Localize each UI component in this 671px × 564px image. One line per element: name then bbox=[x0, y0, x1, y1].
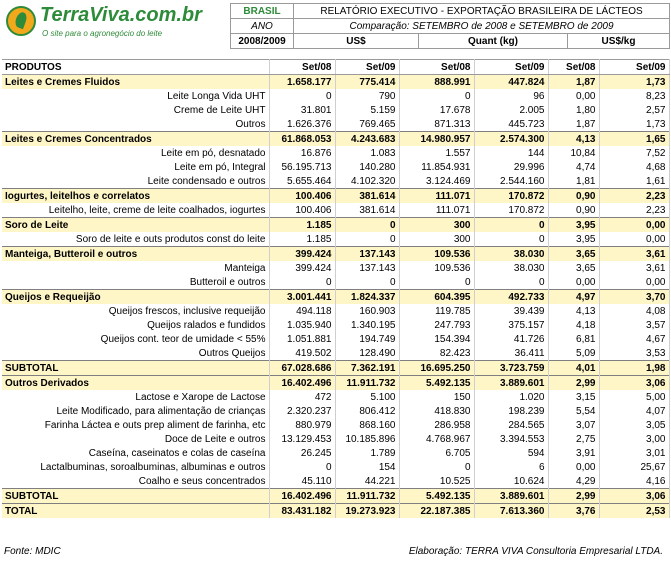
cell-usd-set08: 1.051.881 bbox=[269, 332, 335, 346]
cell-usdkg-set08: 1,87 bbox=[548, 75, 599, 90]
cell-kg-set08: 10.525 bbox=[399, 474, 474, 489]
cell-kg-set09: 7.613.360 bbox=[474, 504, 548, 519]
cell-kg-set08: 150 bbox=[399, 390, 474, 404]
cell-usdkg-set08: 4,97 bbox=[548, 290, 599, 305]
cell-kg-set08: 17.678 bbox=[399, 103, 474, 117]
cell-usd-set09: 137.143 bbox=[335, 247, 399, 262]
cell-kg-set08: 871.313 bbox=[399, 117, 474, 132]
cell-kg-set08: 16.695.250 bbox=[399, 361, 474, 376]
cell-usd-set09: 4.102.320 bbox=[335, 174, 399, 189]
cell-usd-set08: 31.801 bbox=[269, 103, 335, 117]
cell-usd-set08: 16.876 bbox=[269, 146, 335, 160]
subtotal-row bbox=[2, 361, 669, 376]
cell-usd-set09: 5.100 bbox=[335, 390, 399, 404]
category-row bbox=[2, 290, 669, 305]
table-row bbox=[2, 103, 669, 117]
product-label: Leites e Cremes Concentrados bbox=[2, 132, 269, 147]
cell-usdkg-set09: 3,06 bbox=[599, 489, 669, 504]
cell-usdkg-set08: 0,00 bbox=[548, 89, 599, 103]
cell-usdkg-set08: 5,09 bbox=[548, 346, 599, 361]
cell-usd-set09: 4.243.683 bbox=[335, 132, 399, 147]
year-label: ANO bbox=[231, 19, 294, 34]
terraviva-logo bbox=[2, 2, 228, 42]
period-label: 2008/2009 bbox=[231, 34, 294, 49]
cell-usdkg-set09: 3,53 bbox=[599, 346, 669, 361]
category-row bbox=[2, 218, 669, 233]
cell-kg-set09: 447.824 bbox=[474, 75, 548, 90]
cell-usdkg-set09: 2,23 bbox=[599, 203, 669, 218]
cell-usdkg-set09: 3,70 bbox=[599, 290, 669, 305]
cell-kg-set08: 111.071 bbox=[399, 189, 474, 204]
cell-usd-set09: 790 bbox=[335, 89, 399, 103]
source-note: Fonte: MDIC bbox=[4, 546, 61, 557]
cell-usd-set09: 769.465 bbox=[335, 117, 399, 132]
cell-usdkg-set09: 5,00 bbox=[599, 390, 669, 404]
cell-usd-set09: 140.280 bbox=[335, 160, 399, 174]
col-usd-set09: Set/09 bbox=[335, 60, 399, 75]
cell-kg-set09: 170.872 bbox=[474, 189, 548, 204]
cell-usd-set08: 1.626.376 bbox=[269, 117, 335, 132]
cell-usd-set08: 16.402.496 bbox=[269, 489, 335, 504]
cell-usd-set08: 83.431.182 bbox=[269, 504, 335, 519]
cell-usd-set08: 494.118 bbox=[269, 304, 335, 318]
cell-usdkg-set08: 4,18 bbox=[548, 318, 599, 332]
cell-usdkg-set09: 0,00 bbox=[599, 232, 669, 247]
product-label: Lactose e Xarope de Lactose bbox=[2, 390, 269, 404]
cell-kg-set08: 418.830 bbox=[399, 404, 474, 418]
cell-kg-set09: 0 bbox=[474, 232, 548, 247]
cell-kg-set08: 119.785 bbox=[399, 304, 474, 318]
cell-usdkg-set09: 25,67 bbox=[599, 460, 669, 474]
report-subtitle: Comparação: SETEMBRO de 2008 e SETEMBRO de 2009 bbox=[294, 19, 670, 34]
cell-usd-set09: 1.083 bbox=[335, 146, 399, 160]
cell-usdkg-set08: 4,13 bbox=[548, 304, 599, 318]
table-row bbox=[2, 117, 669, 132]
cell-usdkg-set09: 4,68 bbox=[599, 160, 669, 174]
cell-usd-set09: 11.911.732 bbox=[335, 489, 399, 504]
credit-note: Elaboração: TERRA VIVA Consultoria Empresarial LTDA. bbox=[408, 546, 663, 557]
subtotal-row bbox=[2, 489, 669, 504]
cell-usd-set08: 1.185 bbox=[269, 232, 335, 247]
cell-usdkg-set09: 3,57 bbox=[599, 318, 669, 332]
cell-kg-set08: 154.394 bbox=[399, 332, 474, 346]
cell-kg-set08: 888.991 bbox=[399, 75, 474, 90]
product-label: Outros Queijos bbox=[2, 346, 269, 361]
cell-usdkg-set08: 4,29 bbox=[548, 474, 599, 489]
cell-usdkg-set09: 1,98 bbox=[599, 361, 669, 376]
cell-kg-set09: 0 bbox=[474, 275, 548, 290]
product-label: Queijos cont. teor de umidade < 55% bbox=[2, 332, 269, 346]
col-usdkg-set08: Set/08 bbox=[548, 60, 599, 75]
logo-brand: TerraViva.com.br bbox=[40, 4, 202, 26]
cell-usd-set08: 67.028.686 bbox=[269, 361, 335, 376]
cell-usdkg-set09: 8,23 bbox=[599, 89, 669, 103]
cell-kg-set09: 6 bbox=[474, 460, 548, 474]
logo-tagline: O site para o agronegócio do leite bbox=[42, 29, 163, 38]
cell-usd-set08: 13.129.453 bbox=[269, 432, 335, 446]
product-label: Soro de Leite bbox=[2, 218, 269, 233]
table-row bbox=[2, 261, 669, 275]
product-label: Leite em pó, desnatado bbox=[2, 146, 269, 160]
cell-usd-set09: 868.160 bbox=[335, 418, 399, 432]
table-row bbox=[2, 418, 669, 432]
table-row bbox=[2, 146, 669, 160]
product-label: SUBTOTAL bbox=[2, 361, 269, 376]
product-label: Manteiga, Butteroil e outros bbox=[2, 247, 269, 262]
table-row bbox=[2, 318, 669, 332]
cell-usd-set08: 16.402.496 bbox=[269, 376, 335, 391]
product-label: Leitelho, leite, creme de leite coalhados, iogurtes bbox=[2, 203, 269, 218]
cell-kg-set09: 3.723.759 bbox=[474, 361, 548, 376]
cell-usd-set09: 775.414 bbox=[335, 75, 399, 90]
cell-kg-set09: 2.544.160 bbox=[474, 174, 548, 189]
cell-usd-set08: 0 bbox=[269, 89, 335, 103]
cell-kg-set09: 38.030 bbox=[474, 261, 548, 275]
table-row bbox=[2, 174, 669, 189]
table-row bbox=[2, 332, 669, 346]
usd-header: US$ bbox=[294, 34, 419, 49]
cell-usd-set09: 806.412 bbox=[335, 404, 399, 418]
product-label: Farinha Láctea e outs prep aliment de farinha, etc bbox=[2, 418, 269, 432]
cell-usdkg-set08: 3,95 bbox=[548, 232, 599, 247]
cell-usd-set09: 0 bbox=[335, 275, 399, 290]
cell-kg-set09: 29.996 bbox=[474, 160, 548, 174]
cell-usd-set09: 137.143 bbox=[335, 261, 399, 275]
cell-kg-set09: 39.439 bbox=[474, 304, 548, 318]
report-title: RELATÓRIO EXECUTIVO - EXPORTAÇÃO BRASILEIRA DE LÁCTEOS bbox=[294, 4, 670, 19]
cell-usd-set09: 128.490 bbox=[335, 346, 399, 361]
product-label: Leite Modificado, para alimentação de crianças bbox=[2, 404, 269, 418]
cell-usdkg-set08: 5,54 bbox=[548, 404, 599, 418]
cell-usdkg-set09: 3,01 bbox=[599, 446, 669, 460]
table-row bbox=[2, 474, 669, 489]
cell-usdkg-set08: 0,90 bbox=[548, 189, 599, 204]
cell-usd-set09: 160.903 bbox=[335, 304, 399, 318]
cell-usdkg-set09: 7,52 bbox=[599, 146, 669, 160]
cell-usdkg-set08: 2,99 bbox=[548, 489, 599, 504]
cell-usdkg-set09: 2,53 bbox=[599, 504, 669, 519]
product-label: Doce de Leite e outros bbox=[2, 432, 269, 446]
cell-usd-set08: 61.868.053 bbox=[269, 132, 335, 147]
cell-usdkg-set08: 10,84 bbox=[548, 146, 599, 160]
cell-usd-set09: 19.273.923 bbox=[335, 504, 399, 519]
cell-usdkg-set08: 3,07 bbox=[548, 418, 599, 432]
cell-usd-set09: 381.614 bbox=[335, 189, 399, 204]
cell-usd-set09: 11.911.732 bbox=[335, 376, 399, 391]
cell-kg-set08: 0 bbox=[399, 89, 474, 103]
cell-kg-set08: 5.492.135 bbox=[399, 376, 474, 391]
cell-usdkg-set08: 3,76 bbox=[548, 504, 599, 519]
cell-usdkg-set08: 0,00 bbox=[548, 275, 599, 290]
cell-usd-set09: 381.614 bbox=[335, 203, 399, 218]
cell-usd-set08: 56.195.713 bbox=[269, 160, 335, 174]
cell-usdkg-set09: 3,61 bbox=[599, 261, 669, 275]
cell-kg-set08: 0 bbox=[399, 275, 474, 290]
cell-kg-set09: 2.005 bbox=[474, 103, 548, 117]
cell-usdkg-set09: 1,65 bbox=[599, 132, 669, 147]
cell-kg-set08: 300 bbox=[399, 218, 474, 233]
cell-usd-set08: 45.110 bbox=[269, 474, 335, 489]
exports-table bbox=[2, 59, 670, 518]
col-kg-set09: Set/09 bbox=[474, 60, 548, 75]
cell-kg-set08: 0 bbox=[399, 460, 474, 474]
cell-kg-set08: 11.854.931 bbox=[399, 160, 474, 174]
usd-kg-header: US$/kg bbox=[568, 34, 670, 49]
table-row bbox=[2, 275, 669, 290]
product-label: Leite condensado e outros bbox=[2, 174, 269, 189]
product-label: Leite em pó, Integral bbox=[2, 160, 269, 174]
cell-usd-set08: 1.035.940 bbox=[269, 318, 335, 332]
cell-usd-set09: 5.159 bbox=[335, 103, 399, 117]
cell-usdkg-set08: 3,15 bbox=[548, 390, 599, 404]
cell-kg-set08: 5.492.135 bbox=[399, 489, 474, 504]
col-usdkg-set09: Set/09 bbox=[599, 60, 669, 75]
cell-usd-set08: 399.424 bbox=[269, 247, 335, 262]
table-row bbox=[2, 432, 669, 446]
cell-usd-set09: 1.340.195 bbox=[335, 318, 399, 332]
cell-usd-set08: 2.320.237 bbox=[269, 404, 335, 418]
cell-usdkg-set09: 4,67 bbox=[599, 332, 669, 346]
cell-kg-set08: 111.071 bbox=[399, 203, 474, 218]
cell-usd-set09: 44.221 bbox=[335, 474, 399, 489]
cell-usdkg-set09: 2,57 bbox=[599, 103, 669, 117]
cell-kg-set08: 286.958 bbox=[399, 418, 474, 432]
report-header bbox=[230, 3, 670, 49]
category-row bbox=[2, 376, 669, 391]
product-label: Lactalbuminas, soroalbuminas, albuminas e outros bbox=[2, 460, 269, 474]
product-label: Queijos frescos, inclusive requeijão bbox=[2, 304, 269, 318]
category-row bbox=[2, 132, 669, 147]
cell-kg-set09: 36.411 bbox=[474, 346, 548, 361]
cell-kg-set08: 4.768.967 bbox=[399, 432, 474, 446]
cell-usd-set09: 154 bbox=[335, 460, 399, 474]
cell-usdkg-set09: 4,16 bbox=[599, 474, 669, 489]
cell-kg-set08: 6.705 bbox=[399, 446, 474, 460]
cell-usd-set09: 1.824.337 bbox=[335, 290, 399, 305]
cell-kg-set08: 604.395 bbox=[399, 290, 474, 305]
table-row bbox=[2, 446, 669, 460]
cell-usd-set08: 1.658.177 bbox=[269, 75, 335, 90]
product-label: Coalho e seus concentrados bbox=[2, 474, 269, 489]
product-label: Soro de leite e outs produtos const do leite bbox=[2, 232, 269, 247]
table-row bbox=[2, 89, 669, 103]
product-label: Outros Derivados bbox=[2, 376, 269, 391]
cell-kg-set08: 109.536 bbox=[399, 261, 474, 275]
cell-usd-set09: 0 bbox=[335, 218, 399, 233]
product-label: Butteroil e outros bbox=[2, 275, 269, 290]
cell-kg-set09: 375.157 bbox=[474, 318, 548, 332]
category-row bbox=[2, 75, 669, 90]
footer bbox=[4, 546, 667, 557]
cell-kg-set08: 109.536 bbox=[399, 247, 474, 262]
leaf-logo-icon bbox=[6, 6, 36, 36]
product-label: Iogurtes, leitelhos e correlatos bbox=[2, 189, 269, 204]
cell-usdkg-set08: 1,80 bbox=[548, 103, 599, 117]
cell-usdkg-set09: 0,00 bbox=[599, 218, 669, 233]
cell-kg-set09: 0 bbox=[474, 218, 548, 233]
cell-usdkg-set09: 1,73 bbox=[599, 75, 669, 90]
cell-usd-set08: 100.406 bbox=[269, 203, 335, 218]
cell-usdkg-set08: 0,90 bbox=[548, 203, 599, 218]
subtotal-row bbox=[2, 504, 669, 519]
cell-usd-set08: 0 bbox=[269, 460, 335, 474]
cell-kg-set09: 38.030 bbox=[474, 247, 548, 262]
cell-kg-set08: 247.793 bbox=[399, 318, 474, 332]
product-label: Creme de Leite UHT bbox=[2, 103, 269, 117]
product-label: Queijos ralados e fundidos bbox=[2, 318, 269, 332]
col-kg-set08: Set/08 bbox=[399, 60, 474, 75]
cell-kg-set09: 10.624 bbox=[474, 474, 548, 489]
cell-kg-set09: 96 bbox=[474, 89, 548, 103]
cell-usdkg-set08: 2,99 bbox=[548, 376, 599, 391]
cell-usdkg-set09: 3,05 bbox=[599, 418, 669, 432]
cell-kg-set09: 594 bbox=[474, 446, 548, 460]
cell-usdkg-set08: 0,00 bbox=[548, 460, 599, 474]
product-label: Leite Longa Vida UHT bbox=[2, 89, 269, 103]
cell-usd-set09: 194.749 bbox=[335, 332, 399, 346]
cell-kg-set09: 1.020 bbox=[474, 390, 548, 404]
cell-usd-set08: 100.406 bbox=[269, 189, 335, 204]
cell-usdkg-set08: 4,01 bbox=[548, 361, 599, 376]
cell-kg-set09: 3.889.601 bbox=[474, 489, 548, 504]
cell-kg-set09: 445.723 bbox=[474, 117, 548, 132]
cell-usdkg-set08: 1,81 bbox=[548, 174, 599, 189]
cell-kg-set09: 3.889.601 bbox=[474, 376, 548, 391]
table-row bbox=[2, 160, 669, 174]
cell-usd-set08: 5.655.464 bbox=[269, 174, 335, 189]
cell-usdkg-set08: 1,87 bbox=[548, 117, 599, 132]
cell-usd-set08: 3.001.441 bbox=[269, 290, 335, 305]
table-row bbox=[2, 203, 669, 218]
product-label: TOTAL bbox=[2, 504, 269, 519]
cell-kg-set08: 1.557 bbox=[399, 146, 474, 160]
cell-usd-set08: 1.185 bbox=[269, 218, 335, 233]
product-label: Leites e Cremes Fluidos bbox=[2, 75, 269, 90]
cell-usdkg-set08: 3,65 bbox=[548, 247, 599, 262]
table-row bbox=[2, 460, 669, 474]
cell-usd-set09: 7.362.191 bbox=[335, 361, 399, 376]
cell-usdkg-set08: 4,74 bbox=[548, 160, 599, 174]
column-header-row bbox=[2, 60, 669, 75]
quant-header: Quant (kg) bbox=[419, 34, 568, 49]
cell-usd-set09: 0 bbox=[335, 232, 399, 247]
cell-usd-set09: 1.789 bbox=[335, 446, 399, 460]
cell-usdkg-set08: 4,13 bbox=[548, 132, 599, 147]
cell-usd-set09: 10.185.896 bbox=[335, 432, 399, 446]
cell-usdkg-set09: 1,73 bbox=[599, 117, 669, 132]
cell-usdkg-set09: 4,07 bbox=[599, 404, 669, 418]
cell-kg-set09: 170.872 bbox=[474, 203, 548, 218]
country-label: BRASIL bbox=[231, 4, 294, 19]
cell-kg-set08: 3.124.469 bbox=[399, 174, 474, 189]
cell-usdkg-set08: 3,95 bbox=[548, 218, 599, 233]
cell-usdkg-set08: 6,81 bbox=[548, 332, 599, 346]
table-row bbox=[2, 232, 669, 247]
cell-kg-set09: 144 bbox=[474, 146, 548, 160]
cell-kg-set09: 41.726 bbox=[474, 332, 548, 346]
cell-usdkg-set08: 2,75 bbox=[548, 432, 599, 446]
cell-kg-set08: 300 bbox=[399, 232, 474, 247]
cell-kg-set08: 22.187.385 bbox=[399, 504, 474, 519]
product-label: Outros bbox=[2, 117, 269, 132]
product-label: Manteiga bbox=[2, 261, 269, 275]
cell-usdkg-set08: 3,65 bbox=[548, 261, 599, 275]
cell-usd-set08: 880.979 bbox=[269, 418, 335, 432]
cell-kg-set08: 14.980.957 bbox=[399, 132, 474, 147]
category-row bbox=[2, 247, 669, 262]
product-label: Queijos e Requeijão bbox=[2, 290, 269, 305]
cell-usdkg-set08: 3,91 bbox=[548, 446, 599, 460]
table-row bbox=[2, 390, 669, 404]
cell-usd-set08: 419.502 bbox=[269, 346, 335, 361]
col-products: PRODUTOS bbox=[2, 60, 269, 75]
product-label: SUBTOTAL bbox=[2, 489, 269, 504]
cell-usdkg-set09: 4,08 bbox=[599, 304, 669, 318]
cell-usdkg-set09: 1,61 bbox=[599, 174, 669, 189]
cell-usd-set08: 0 bbox=[269, 275, 335, 290]
cell-kg-set09: 284.565 bbox=[474, 418, 548, 432]
table-row bbox=[2, 404, 669, 418]
cell-usdkg-set09: 3,06 bbox=[599, 376, 669, 391]
cell-kg-set09: 3.394.553 bbox=[474, 432, 548, 446]
cell-kg-set09: 198.239 bbox=[474, 404, 548, 418]
table-row bbox=[2, 304, 669, 318]
cell-usdkg-set09: 2,23 bbox=[599, 189, 669, 204]
product-label: Caseína, caseinatos e colas de caseína bbox=[2, 446, 269, 460]
cell-usd-set08: 472 bbox=[269, 390, 335, 404]
col-usd-set08: Set/08 bbox=[269, 60, 335, 75]
cell-usdkg-set09: 3,61 bbox=[599, 247, 669, 262]
cell-kg-set08: 82.423 bbox=[399, 346, 474, 361]
table-row bbox=[2, 346, 669, 361]
cell-kg-set09: 492.733 bbox=[474, 290, 548, 305]
cell-usdkg-set09: 0,00 bbox=[599, 275, 669, 290]
category-row bbox=[2, 189, 669, 204]
cell-kg-set09: 2.574.300 bbox=[474, 132, 548, 147]
cell-usd-set08: 26.245 bbox=[269, 446, 335, 460]
cell-usdkg-set09: 3,00 bbox=[599, 432, 669, 446]
cell-usd-set08: 399.424 bbox=[269, 261, 335, 275]
